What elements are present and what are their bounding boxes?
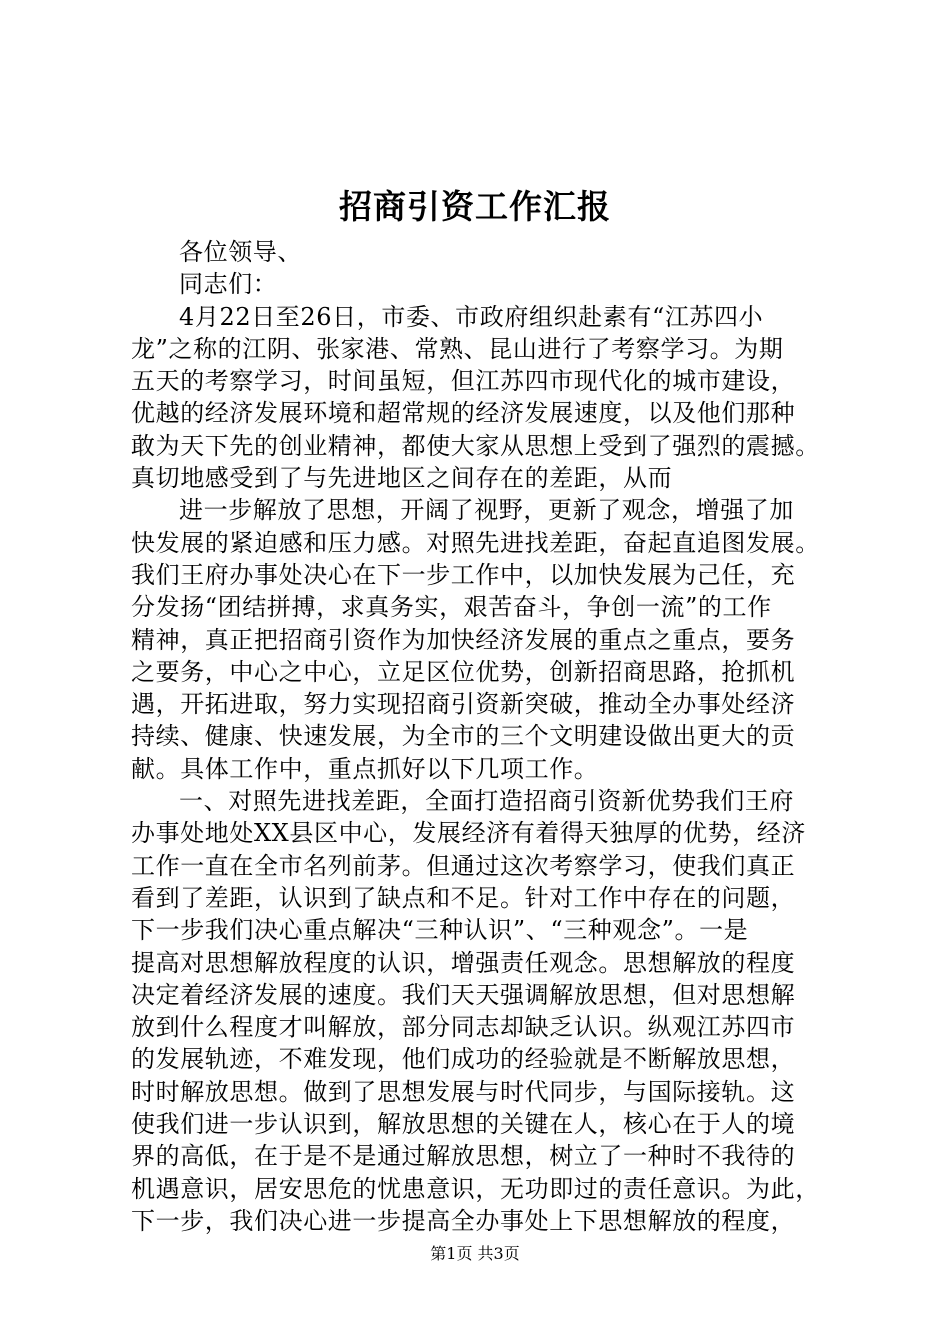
text-line: 我们王府办事处决心在下一步工作中，以加快发展为己任，充 bbox=[131, 560, 796, 589]
text-line: 机遇意识，居安思危的忧患意识，无功即过的责任意识。为此， bbox=[131, 1174, 820, 1203]
text-line: 持续、健康、快速发展，为全市的三个文明建设做出更大的贡 bbox=[131, 722, 796, 751]
text-line: 下一步，我们决心进一步提高全办事处上下思想解放的程度， bbox=[131, 1206, 796, 1235]
text-line: 进一步解放了思想，开阔了视野，更新了观念，增强了加 bbox=[179, 496, 794, 525]
text-line: 分发扬“团结拼搏，求真务实，艰苦奋斗，争创一流”的工作 bbox=[131, 593, 772, 622]
text-line: 真切地感受到了与先进地区之间存在的差距，从而 bbox=[131, 464, 673, 493]
text-line: 提高对思想解放程度的认识，增强责任观念。思想解放的程度 bbox=[131, 948, 796, 977]
text-line: 的发展轨迹，不难发现，他们成功的经验就是不断解放思想， bbox=[131, 1045, 796, 1074]
text-line: 办事处地处XX县区中心，发展经济有着得天独厚的优势，经济 bbox=[131, 819, 806, 848]
text-line: 遇，开拓进取，努力实现招商引资新突破，推动全办事处经济 bbox=[131, 690, 796, 719]
text-line: 界的高低，在于是不是通过解放思想，树立了一种时不我待的 bbox=[131, 1142, 796, 1171]
text-line: 决定着经济发展的速度。我们天天强调解放思想，但对思想解 bbox=[131, 980, 796, 1009]
text-line: 优越的经济发展环境和超常规的经济发展速度，以及他们那种 bbox=[131, 399, 796, 428]
text-line: 使我们进一步认识到，解放思想的关键在人，核心在于人的境 bbox=[131, 1110, 796, 1139]
page-footer: 第1页 共3页 bbox=[430, 1244, 520, 1263]
text-line: 之要务，中心之中心，立足区位优势，创新招商思路，抢抓机 bbox=[131, 657, 796, 686]
text-line: 放到什么程度才叫解放，部分同志却缺乏认识。纵观江苏四市 bbox=[131, 1013, 796, 1042]
text-line: 4月22日至26日，市委、市政府组织赴素有“江苏四小 bbox=[179, 302, 764, 331]
text-line: 工作一直在全市名列前茅。但通过这次考察学习，使我们真正 bbox=[131, 851, 796, 880]
text-line: 快发展的紧迫感和压力感。对照先进找差距，奋起直追图发展。 bbox=[131, 528, 820, 557]
text-line: 看到了差距，认识到了缺点和不足。针对工作中存在的问题， bbox=[131, 883, 796, 912]
text-line: 下一步我们决心重点解决“三种认识”、“三种观念”。一是 bbox=[131, 916, 749, 945]
document-title: 招商引资工作汇报 bbox=[339, 187, 611, 226]
document-body bbox=[131, 236, 831, 1237]
text-line: 五天的考察学习，时间虽短，但江苏四市现代化的城市建设， bbox=[131, 367, 796, 396]
text-line: 各位领导、 bbox=[179, 238, 302, 266]
text-line: 时时解放思想。做到了思想发展与时代同步，与国际接轨。这 bbox=[131, 1077, 796, 1106]
text-line: 精神，真正把招商引资作为加快经济发展的重点之重点，要务 bbox=[131, 625, 796, 654]
text-line: 一、对照先进找差距，全面打造招商引资新优势我们王府 bbox=[179, 787, 794, 816]
text-line: 龙”之称的江阴、张家港、常熟、昆山进行了考察学习。为期 bbox=[131, 334, 784, 363]
text-line: 献。具体工作中，重点抓好以下几项工作。 bbox=[131, 754, 599, 783]
text-line: 敢为天下先的创业精神，都使大家从思想上受到了强烈的震撼。 bbox=[131, 431, 820, 460]
text-line: 同志们： bbox=[179, 270, 278, 299]
